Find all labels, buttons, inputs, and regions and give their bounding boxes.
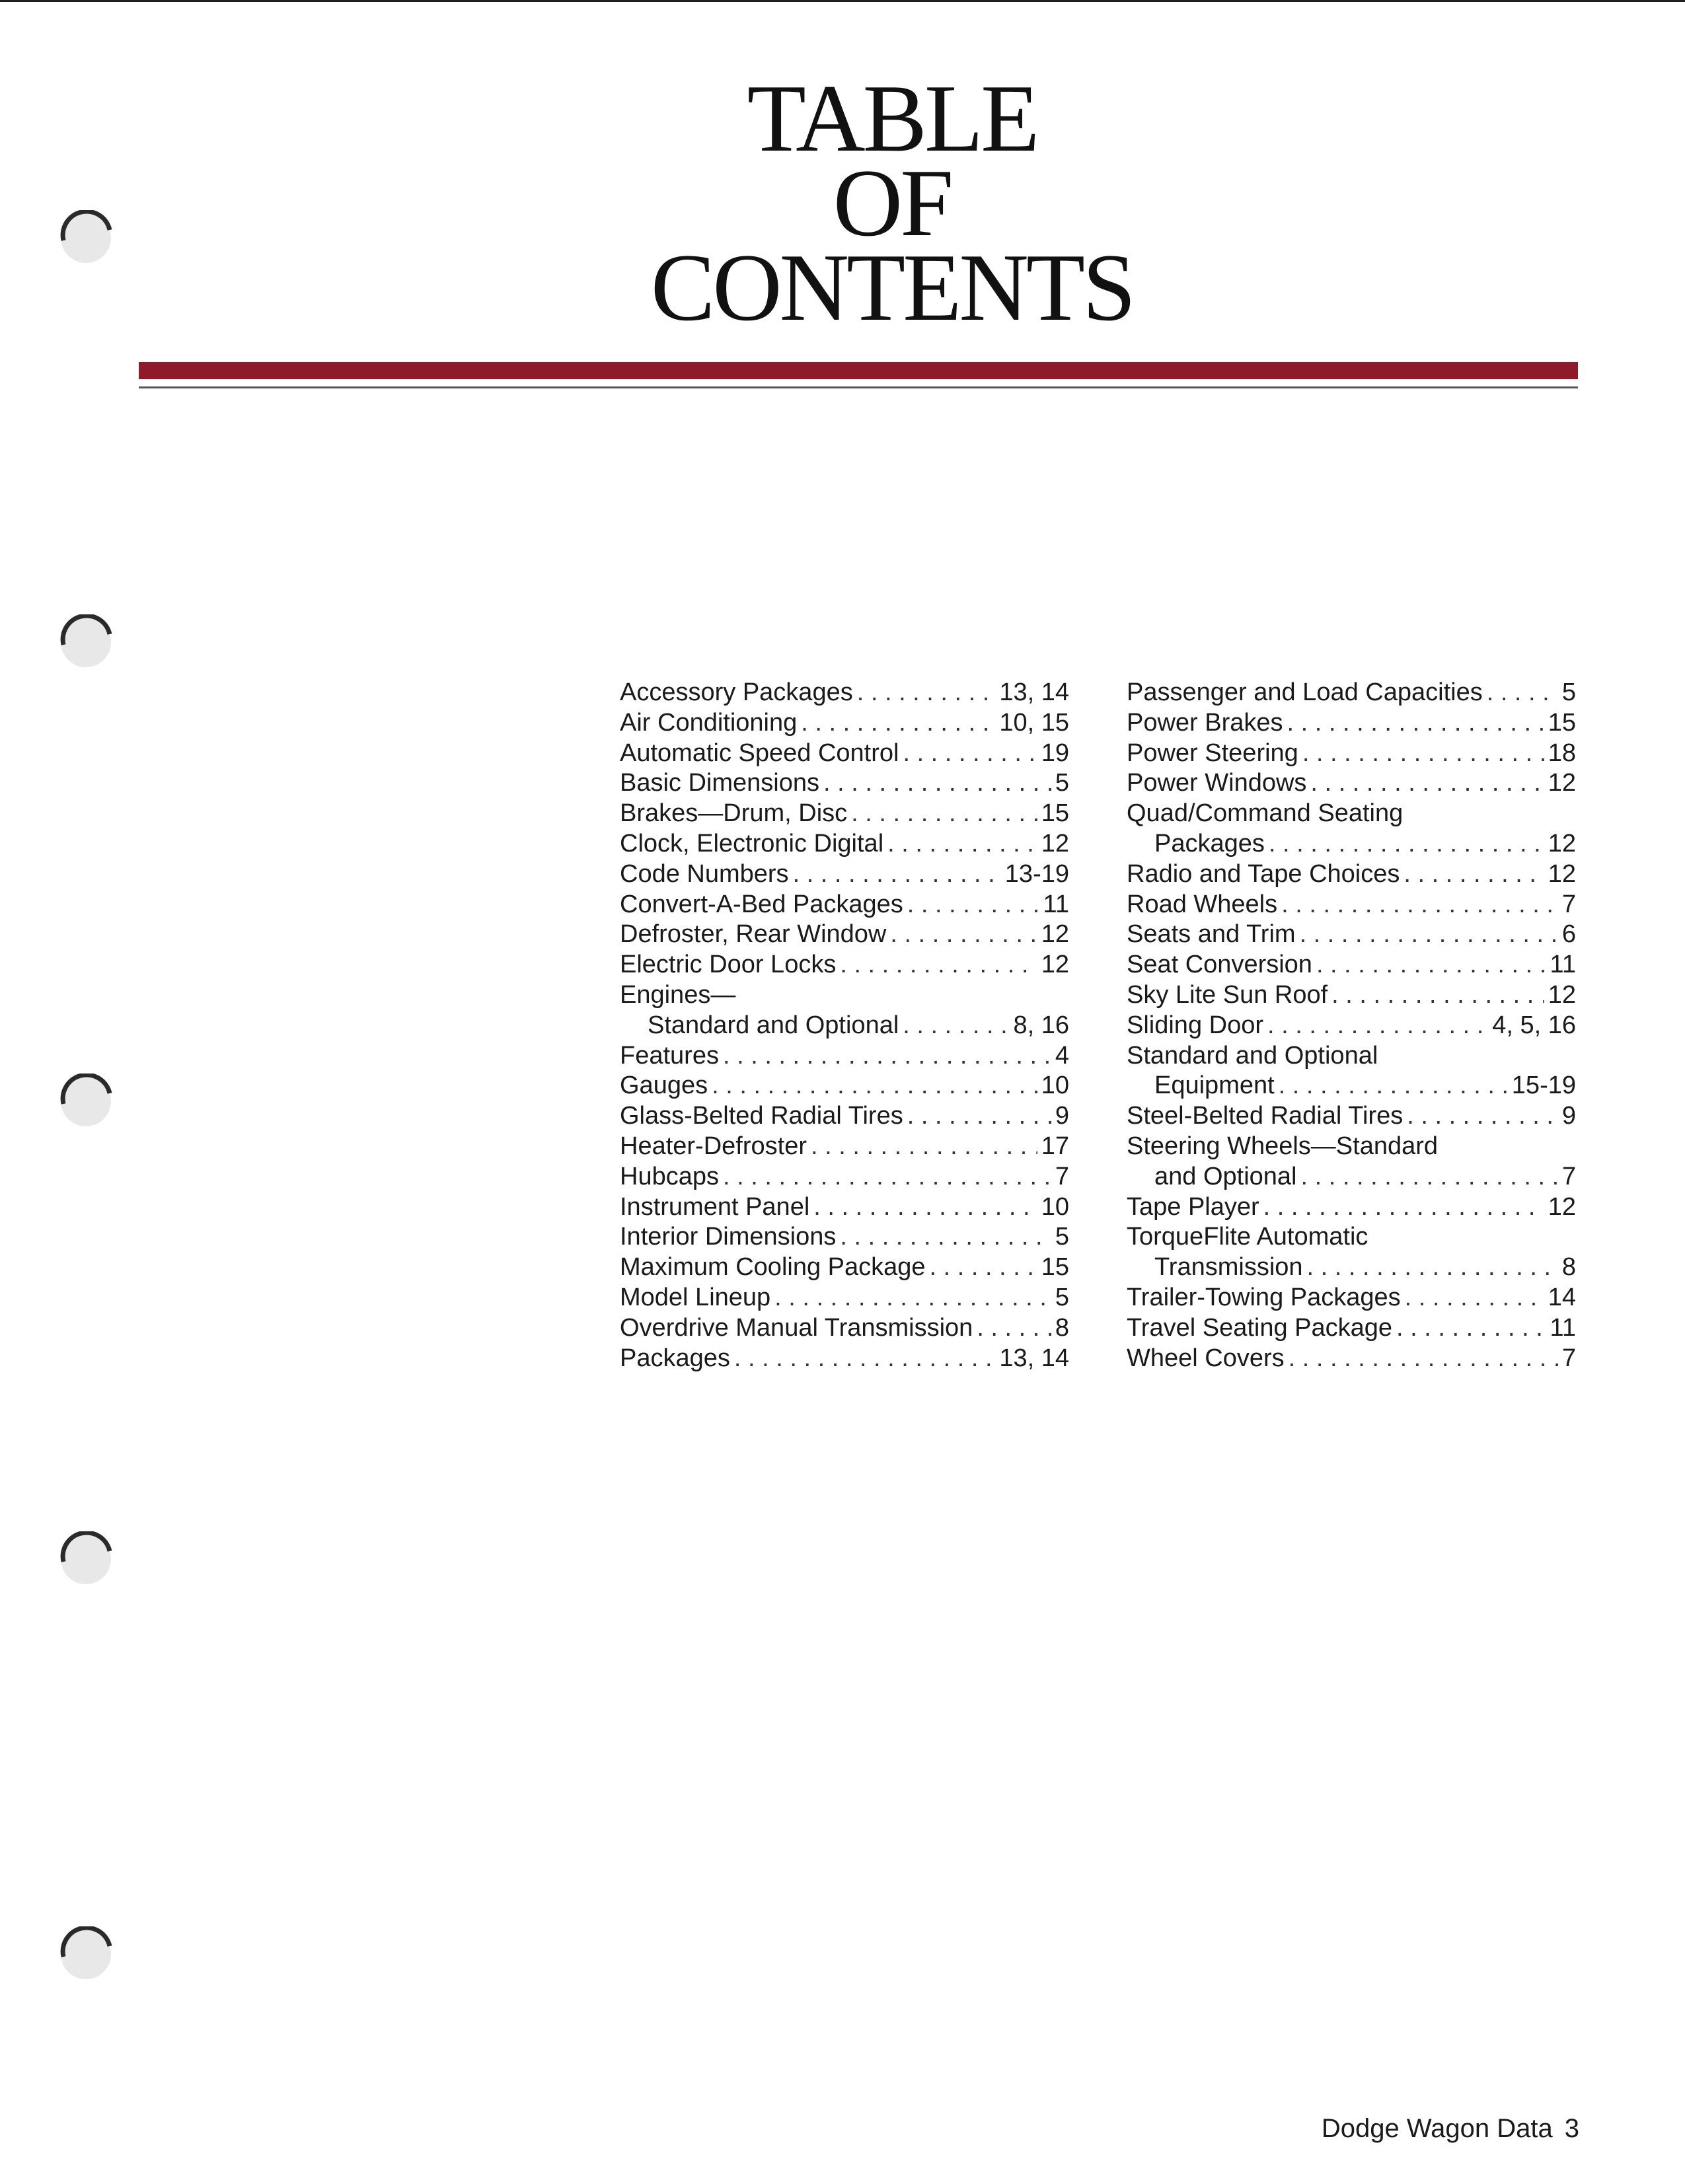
- toc-entry: [1127, 1041, 1576, 1072]
- toc-entry: [1127, 1162, 1576, 1192]
- toc-entry: [620, 890, 1069, 920]
- toc-entry: [620, 1071, 1069, 1101]
- toc-leader-dots: [930, 1253, 1037, 1283]
- toc-entry-title: Maximum Cooling Package: [620, 1253, 926, 1282]
- toc-entry: [1127, 859, 1576, 890]
- binder-hole-icon: [58, 1074, 114, 1129]
- page-number: 3: [1564, 2114, 1579, 2143]
- toc-entry: [620, 1041, 1069, 1072]
- toc-entry: [1127, 678, 1576, 708]
- publication-name: Dodge Wagon Data: [1321, 2114, 1553, 2143]
- toc-entry-page: 9: [1055, 1102, 1069, 1130]
- toc-leader-dots: [712, 1071, 1037, 1101]
- toc-entry-title: Overdrive Manual Transmission: [620, 1313, 973, 1342]
- toc-entry-title: Engines—: [620, 980, 736, 1009]
- toc-entry: [1127, 1011, 1576, 1041]
- toc-entry-page: 15: [1041, 1253, 1069, 1282]
- toc-entry: [1127, 1222, 1576, 1253]
- toc-entry-title: Trailer-Towing Packages: [1127, 1283, 1401, 1311]
- toc-leader-dots: [723, 1041, 1051, 1072]
- toc-entry: [1127, 1192, 1576, 1223]
- toc-entry-title: Radio and Tape Choices: [1127, 859, 1400, 888]
- toc-entry-page: 12: [1041, 951, 1069, 979]
- toc-entry: [1127, 1313, 1576, 1344]
- toc-leader-dots: [774, 1283, 1051, 1313]
- toc-entry-title: Tape Player: [1127, 1192, 1259, 1221]
- toc-entry: [620, 1283, 1069, 1313]
- toc-entry-page: 12: [1548, 1192, 1576, 1221]
- toc-entry-title: Standard and Optional: [648, 1011, 899, 1039]
- toc-entry-page: 12: [1041, 829, 1069, 857]
- toc-entry: [620, 1253, 1069, 1283]
- toc-entry: [1127, 1283, 1576, 1313]
- toc-leader-dots: [793, 859, 1001, 890]
- toc-entry-title: Passenger and Load Capacities: [1127, 678, 1483, 706]
- toc-leader-dots: [907, 890, 1039, 920]
- toc-entry-page: 7: [1561, 890, 1576, 918]
- toc-entry: [620, 768, 1069, 799]
- toc-entry: [1127, 1253, 1576, 1283]
- toc-entry-title: Glass-Belted Radial Tires: [620, 1102, 903, 1130]
- binder-hole-icon: [58, 1926, 114, 1982]
- toc-leader-dots: [851, 799, 1037, 829]
- toc-leader-dots: [734, 1344, 995, 1374]
- toc-entry-title: TorqueFlite Automatic: [1127, 1223, 1368, 1251]
- toc-entry-page: 12: [1548, 829, 1576, 857]
- toc-entry-title: Heater-Defroster: [620, 1132, 807, 1160]
- toc-entry-title: and Optional: [1154, 1162, 1297, 1190]
- toc-entry: [1127, 1101, 1576, 1132]
- toc-entry: [1127, 1071, 1576, 1101]
- toc-entry-page: 7: [1055, 1162, 1069, 1190]
- toc-leader-dots: [840, 1222, 1051, 1253]
- page-title: [562, 65, 1222, 341]
- toc-entry-page: 11: [1550, 1313, 1576, 1342]
- toc-entry-title: Standard and Optional: [1127, 1041, 1378, 1070]
- toc-entry-title: Defroster, Rear Window: [620, 920, 887, 949]
- toc-leader-dots: [890, 920, 1037, 950]
- toc-entry: [1127, 1344, 1576, 1374]
- title-red-band: [139, 362, 1578, 379]
- toc-entry-page: 8, 16: [1013, 1011, 1069, 1039]
- toc-entry-page: 6: [1561, 920, 1576, 949]
- toc-leader-dots: [857, 678, 996, 708]
- toc-entry-title: Gauges: [620, 1072, 708, 1100]
- toc-leader-dots: [813, 1192, 1037, 1223]
- toc-entry-page: 11: [1043, 890, 1069, 918]
- toc-entry-title: Seats and Trim: [1127, 920, 1296, 949]
- toc-entry-page: 19: [1041, 739, 1069, 767]
- toc-entry: [620, 829, 1069, 859]
- toc-entry-title: Equipment: [1154, 1072, 1275, 1100]
- toc-entry-title: Power Windows: [1127, 769, 1307, 797]
- toc-leader-dots: [811, 1132, 1037, 1162]
- toc-entry-title: Quad/Command Seating: [1127, 799, 1404, 828]
- toc-entry-title: Model Lineup: [620, 1283, 771, 1311]
- toc-entry: [620, 980, 1069, 1011]
- toc-leader-dots: [1310, 768, 1544, 799]
- toc-entry-page: 8: [1055, 1313, 1069, 1342]
- title-underline-rule: [139, 386, 1578, 388]
- toc-entry: [1127, 980, 1576, 1011]
- toc-entry-title: Packages: [620, 1344, 730, 1372]
- toc-entry: [620, 1313, 1069, 1344]
- toc-entry-page: 11: [1550, 951, 1576, 979]
- toc-leader-dots: [903, 739, 1037, 769]
- toc-entry-page: 12: [1548, 859, 1576, 888]
- toc-leader-dots: [1287, 708, 1544, 739]
- toc-entry-page: 15-19: [1511, 1072, 1576, 1100]
- toc-leader-dots: [1279, 1071, 1508, 1101]
- toc-leader-dots: [1269, 829, 1544, 859]
- toc-entry-page: 13, 14: [999, 678, 1069, 706]
- toc-leader-dots: [887, 829, 1037, 859]
- toc-entry-title: Steering Wheels—Standard: [1127, 1132, 1439, 1160]
- toc-entry-page: 7: [1561, 1162, 1576, 1190]
- toc-entry: [620, 859, 1069, 890]
- toc-column-left: [620, 678, 1069, 1373]
- toc-entry: [1127, 890, 1576, 920]
- toc-leader-dots: [1404, 859, 1544, 890]
- toc-entry: [620, 1101, 1069, 1132]
- toc-entry: [620, 1011, 1069, 1041]
- toc-entry-page: 5: [1055, 1283, 1069, 1311]
- toc-entry: [620, 1132, 1069, 1162]
- toc-leader-dots: [1487, 678, 1558, 708]
- toc-entry-page: 18: [1548, 739, 1576, 767]
- toc-entry-page: 10: [1041, 1072, 1069, 1100]
- toc-leader-dots: [723, 1162, 1051, 1192]
- toc-entry: [1127, 1132, 1576, 1162]
- toc-entry-title: Automatic Speed Control: [620, 739, 899, 767]
- toc-entry: [1127, 920, 1576, 950]
- toc-entry: [620, 1192, 1069, 1223]
- toc-entry: [620, 1222, 1069, 1253]
- binder-hole-icon: [58, 614, 114, 670]
- toc-entry-title: Basic Dimensions: [620, 769, 819, 797]
- toc-leader-dots: [823, 768, 1051, 799]
- toc-entry-title: Packages: [1154, 829, 1265, 857]
- toc-leader-dots: [1405, 1283, 1544, 1313]
- toc-entry: [1127, 950, 1576, 980]
- toc-entry-title: Hubcaps: [620, 1162, 719, 1190]
- top-edge-rule: [0, 0, 1685, 2]
- toc-entry-title: Seat Conversion: [1127, 951, 1312, 979]
- toc-entry-page: 15: [1041, 799, 1069, 828]
- toc-leader-dots: [1331, 980, 1544, 1011]
- toc-entry-page: 13-19: [1004, 859, 1069, 888]
- toc-entry-page: 12: [1548, 980, 1576, 1009]
- toc-leader-dots: [1263, 1192, 1544, 1223]
- toc-entry-title: Accessory Packages: [620, 678, 853, 706]
- toc-leader-dots: [1267, 1011, 1488, 1041]
- toc-entry: [1127, 708, 1576, 739]
- toc-entry-page: 15: [1548, 708, 1576, 737]
- toc-leader-dots: [801, 708, 995, 739]
- toc-entry-title: Air Conditioning: [620, 708, 798, 737]
- toc-entry: [620, 739, 1069, 769]
- toc-entry-page: 5: [1055, 1223, 1069, 1251]
- toc-entry-page: 10, 15: [999, 708, 1069, 737]
- toc-leader-dots: [1396, 1313, 1546, 1344]
- toc-leader-dots: [1407, 1101, 1558, 1132]
- toc-entry: [620, 1162, 1069, 1192]
- toc-entry-page: 17: [1041, 1132, 1069, 1160]
- toc-leader-dots: [1307, 1253, 1558, 1283]
- toc-leader-dots: [1289, 1344, 1558, 1374]
- title-line-2: OF: [833, 149, 952, 256]
- toc-entry-title: Code Numbers: [620, 859, 789, 888]
- toc-entry-title: Power Brakes: [1127, 708, 1283, 737]
- toc-entry-page: 12: [1041, 920, 1069, 949]
- toc-entry-title: Interior Dimensions: [620, 1223, 837, 1251]
- toc-entry: [1127, 799, 1576, 829]
- toc-entry: [620, 950, 1069, 980]
- toc-entry-page: 10: [1041, 1192, 1069, 1221]
- toc-entry-title: Transmission: [1154, 1253, 1303, 1282]
- toc-entry: [1127, 768, 1576, 799]
- toc-entry-title: Features: [620, 1041, 719, 1070]
- toc-leader-dots: [1301, 1162, 1558, 1192]
- toc-entry-title: Clock, Electronic Digital: [620, 829, 884, 857]
- toc-entry-title: Electric Door Locks: [620, 951, 837, 979]
- title-line-1: TABLE: [747, 65, 1037, 172]
- toc-entry-title: Steel-Belted Radial Tires: [1127, 1102, 1404, 1130]
- toc-leader-dots: [977, 1313, 1051, 1344]
- toc-entry-title: Instrument Panel: [620, 1192, 810, 1221]
- toc-entry-title: Brakes—Drum, Disc: [620, 799, 848, 828]
- toc-entry-page: 13, 14: [999, 1344, 1069, 1372]
- toc-entry-page: 5: [1055, 769, 1069, 797]
- toc-leader-dots: [840, 950, 1037, 980]
- toc-leader-dots: [907, 1101, 1051, 1132]
- title-line-3: CONTENTS: [650, 234, 1134, 341]
- toc-entry-page: 9: [1561, 1102, 1576, 1130]
- toc-leader-dots: [903, 1011, 1009, 1041]
- toc-entry-title: Power Steering: [1127, 739, 1298, 767]
- toc-leader-dots: [1300, 920, 1558, 950]
- toc-entry: [1127, 739, 1576, 769]
- toc-entry-title: Sky Lite Sun Roof: [1127, 980, 1328, 1009]
- toc-entry-title: Convert-A-Bed Packages: [620, 890, 903, 918]
- toc-leader-dots: [1316, 950, 1546, 980]
- toc-entry: [1127, 829, 1576, 859]
- toc-entry-title: Travel Seating Package: [1127, 1313, 1393, 1342]
- toc-entry-title: Wheel Covers: [1127, 1344, 1285, 1372]
- toc-entry-page: 4: [1055, 1041, 1069, 1070]
- page-footer: [1322, 2114, 1579, 2144]
- binder-hole-icon: [58, 1531, 114, 1587]
- toc-column-right: [1127, 678, 1576, 1373]
- toc-entry-title: Road Wheels: [1127, 890, 1278, 918]
- toc-entry: [620, 708, 1069, 739]
- toc-entry-page: 14: [1548, 1283, 1576, 1311]
- toc-leader-dots: [1281, 890, 1558, 920]
- toc-leader-dots: [1302, 739, 1544, 769]
- toc-entry-page: 12: [1548, 769, 1576, 797]
- toc-entry: [620, 920, 1069, 950]
- toc-entry: [620, 1344, 1069, 1374]
- toc-entry-page: 5: [1561, 678, 1576, 706]
- toc-entry-page: 7: [1561, 1344, 1576, 1372]
- binder-hole-icon: [58, 210, 114, 266]
- toc-entry: [620, 678, 1069, 708]
- toc-entry-title: Sliding Door: [1127, 1011, 1263, 1039]
- toc-entry-page: 8: [1561, 1253, 1576, 1282]
- toc-entry: [620, 799, 1069, 829]
- toc-entry-page: 4, 5, 16: [1492, 1011, 1576, 1039]
